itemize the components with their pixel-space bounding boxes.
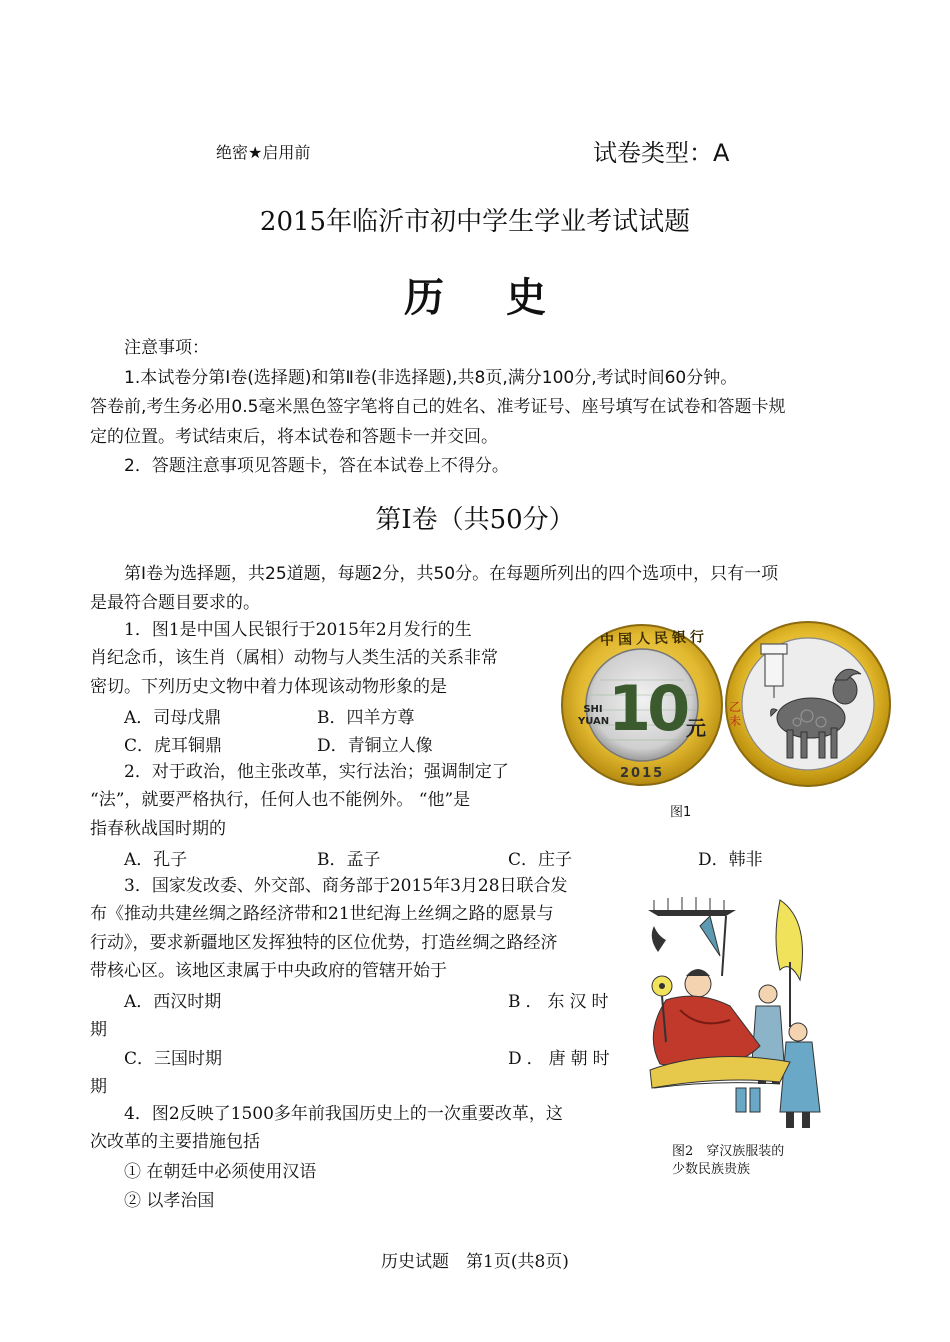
question-3-line2: 布《推动共建丝绸之路经济带和21世纪海上丝绸之路的愿景与 [90, 904, 554, 925]
subject-title: 历 史 [404, 275, 570, 321]
section-intro-line2: 是最符合题目要求的。 [90, 593, 260, 613]
notes-item1-line3: 定的位置。考试结束后，将本试卷和答题卡一并交回。 [90, 426, 498, 447]
question-3-line1: 3．国家发改委、外交部、商务部于2015年3月28日联合发 [124, 876, 568, 896]
notes-heading: 注意事项： [124, 338, 209, 358]
q3-option-b-wrap: 期 [90, 1020, 107, 1040]
coin-top-text: 中国人民银行 [599, 629, 709, 649]
coin-year: 2015 [620, 766, 665, 781]
q1-option-a: A．司母戊鼎 [124, 708, 222, 728]
question-4-line1: 4．图2反映了1500多年前我国历史上的一次重要改革，这 [124, 1104, 563, 1124]
coin-value: 10 [608, 672, 687, 745]
question-2-line3: 指春秋战国时期的 [90, 818, 226, 839]
notes-item1-line2: 答卷前,考生务必用0.5毫米黑色签字笔将自己的姓名、准考证号、座号填写在试卷和答题卡规 [90, 397, 786, 417]
section-intro [90, 560, 880, 618]
notes-item2: 2．答题注意事项见答题卡，答在本试卷上不得分。 [124, 456, 509, 476]
question-2-line1: 2．对于政治，他主张改革，实行法治；强调制定了 [124, 762, 509, 782]
question-4-line2: 次改革的主要措施包括 [90, 1132, 260, 1153]
q3-option-d: D．唐朝时 [508, 1049, 615, 1069]
q1-option-c: C．虎耳铜鼎 [124, 736, 223, 756]
paper-type: 试卷类型：A [593, 139, 730, 167]
q2-option-c: C．庄子 [508, 850, 573, 870]
figure-2-caption-line2: 少数民族贵族 [672, 1162, 751, 1177]
q1-option-d: D．青铜立人像 [317, 736, 433, 756]
notes-item1-line1: 1.本试卷分第Ⅰ卷(选择题)和第Ⅱ卷(非选择题),共8页,满分100分,考试时间60分钟。 [124, 367, 738, 388]
figure-2-caption-line1: 图2 穿汉族服装的 [672, 1144, 785, 1159]
exam-title: 2015年临沂市初中学生学业考试试题 [259, 207, 691, 237]
section-title: 第Ⅰ卷（共50分） [375, 505, 575, 535]
q4-item-2: ② 以孝治国 [124, 1191, 215, 1211]
question-3-line4: 带核心区。该地区隶属于中央政府的管辖开始于 [90, 961, 447, 982]
question-3 [90, 872, 620, 986]
coin-back-text: 乙未 [729, 700, 742, 728]
question-3-line3: 行动》，要求新疆地区发挥独特的区位优势，打造丝绸之路经济 [90, 932, 558, 953]
figure-1 [560, 620, 945, 820]
section-intro-line1: 第Ⅰ卷为选择题，共25道题，每题2分，共50分。在每题所列出的四个选项中，只有一项 [124, 564, 779, 584]
question-1 [90, 616, 550, 701]
question-4 [90, 1100, 620, 1157]
q3-option-d-wrap: 期 [90, 1077, 107, 1097]
q3-option-b: B．东汉时 [508, 992, 614, 1012]
question-2 [90, 758, 550, 843]
question-1-line1: 1．图1是中国人民银行于2015年2月发行的生 [124, 620, 472, 640]
figure-2-image [640, 892, 835, 1132]
question-2-line2: “法”，就要严格执行，任何人也不能例外。 “他”是 [90, 790, 471, 811]
page-footer: 历史试题 第1页(共8页) [381, 1252, 569, 1272]
question-1-line2: 肖纪念币，该生肖（属相）动物与人类生活的关系非常 [90, 648, 498, 669]
q2-option-a: A．孔子 [124, 850, 188, 870]
q3-option-a: A．西汉时期 [124, 992, 222, 1012]
coin-unit: 元 [686, 716, 706, 740]
notes-section [90, 334, 880, 482]
q4-item-1: ① 在朝廷中必须使用汉语 [124, 1162, 317, 1182]
coin-back-image [723, 618, 893, 790]
q3-option-c: C．三国时期 [124, 1049, 223, 1069]
coin-pinyin: SHI YUAN [578, 704, 610, 727]
q1-option-b: B．四羊方尊 [317, 708, 415, 728]
q2-option-b: B．孟子 [317, 850, 381, 870]
q2-option-d: D．韩非 [698, 850, 763, 870]
figure-1-caption: 图1 [670, 805, 692, 820]
question-1-line3: 密切。下列历史文物中着力体现该动物形象的是 [90, 676, 447, 697]
secret-label: 绝密★启用前 [216, 143, 311, 162]
